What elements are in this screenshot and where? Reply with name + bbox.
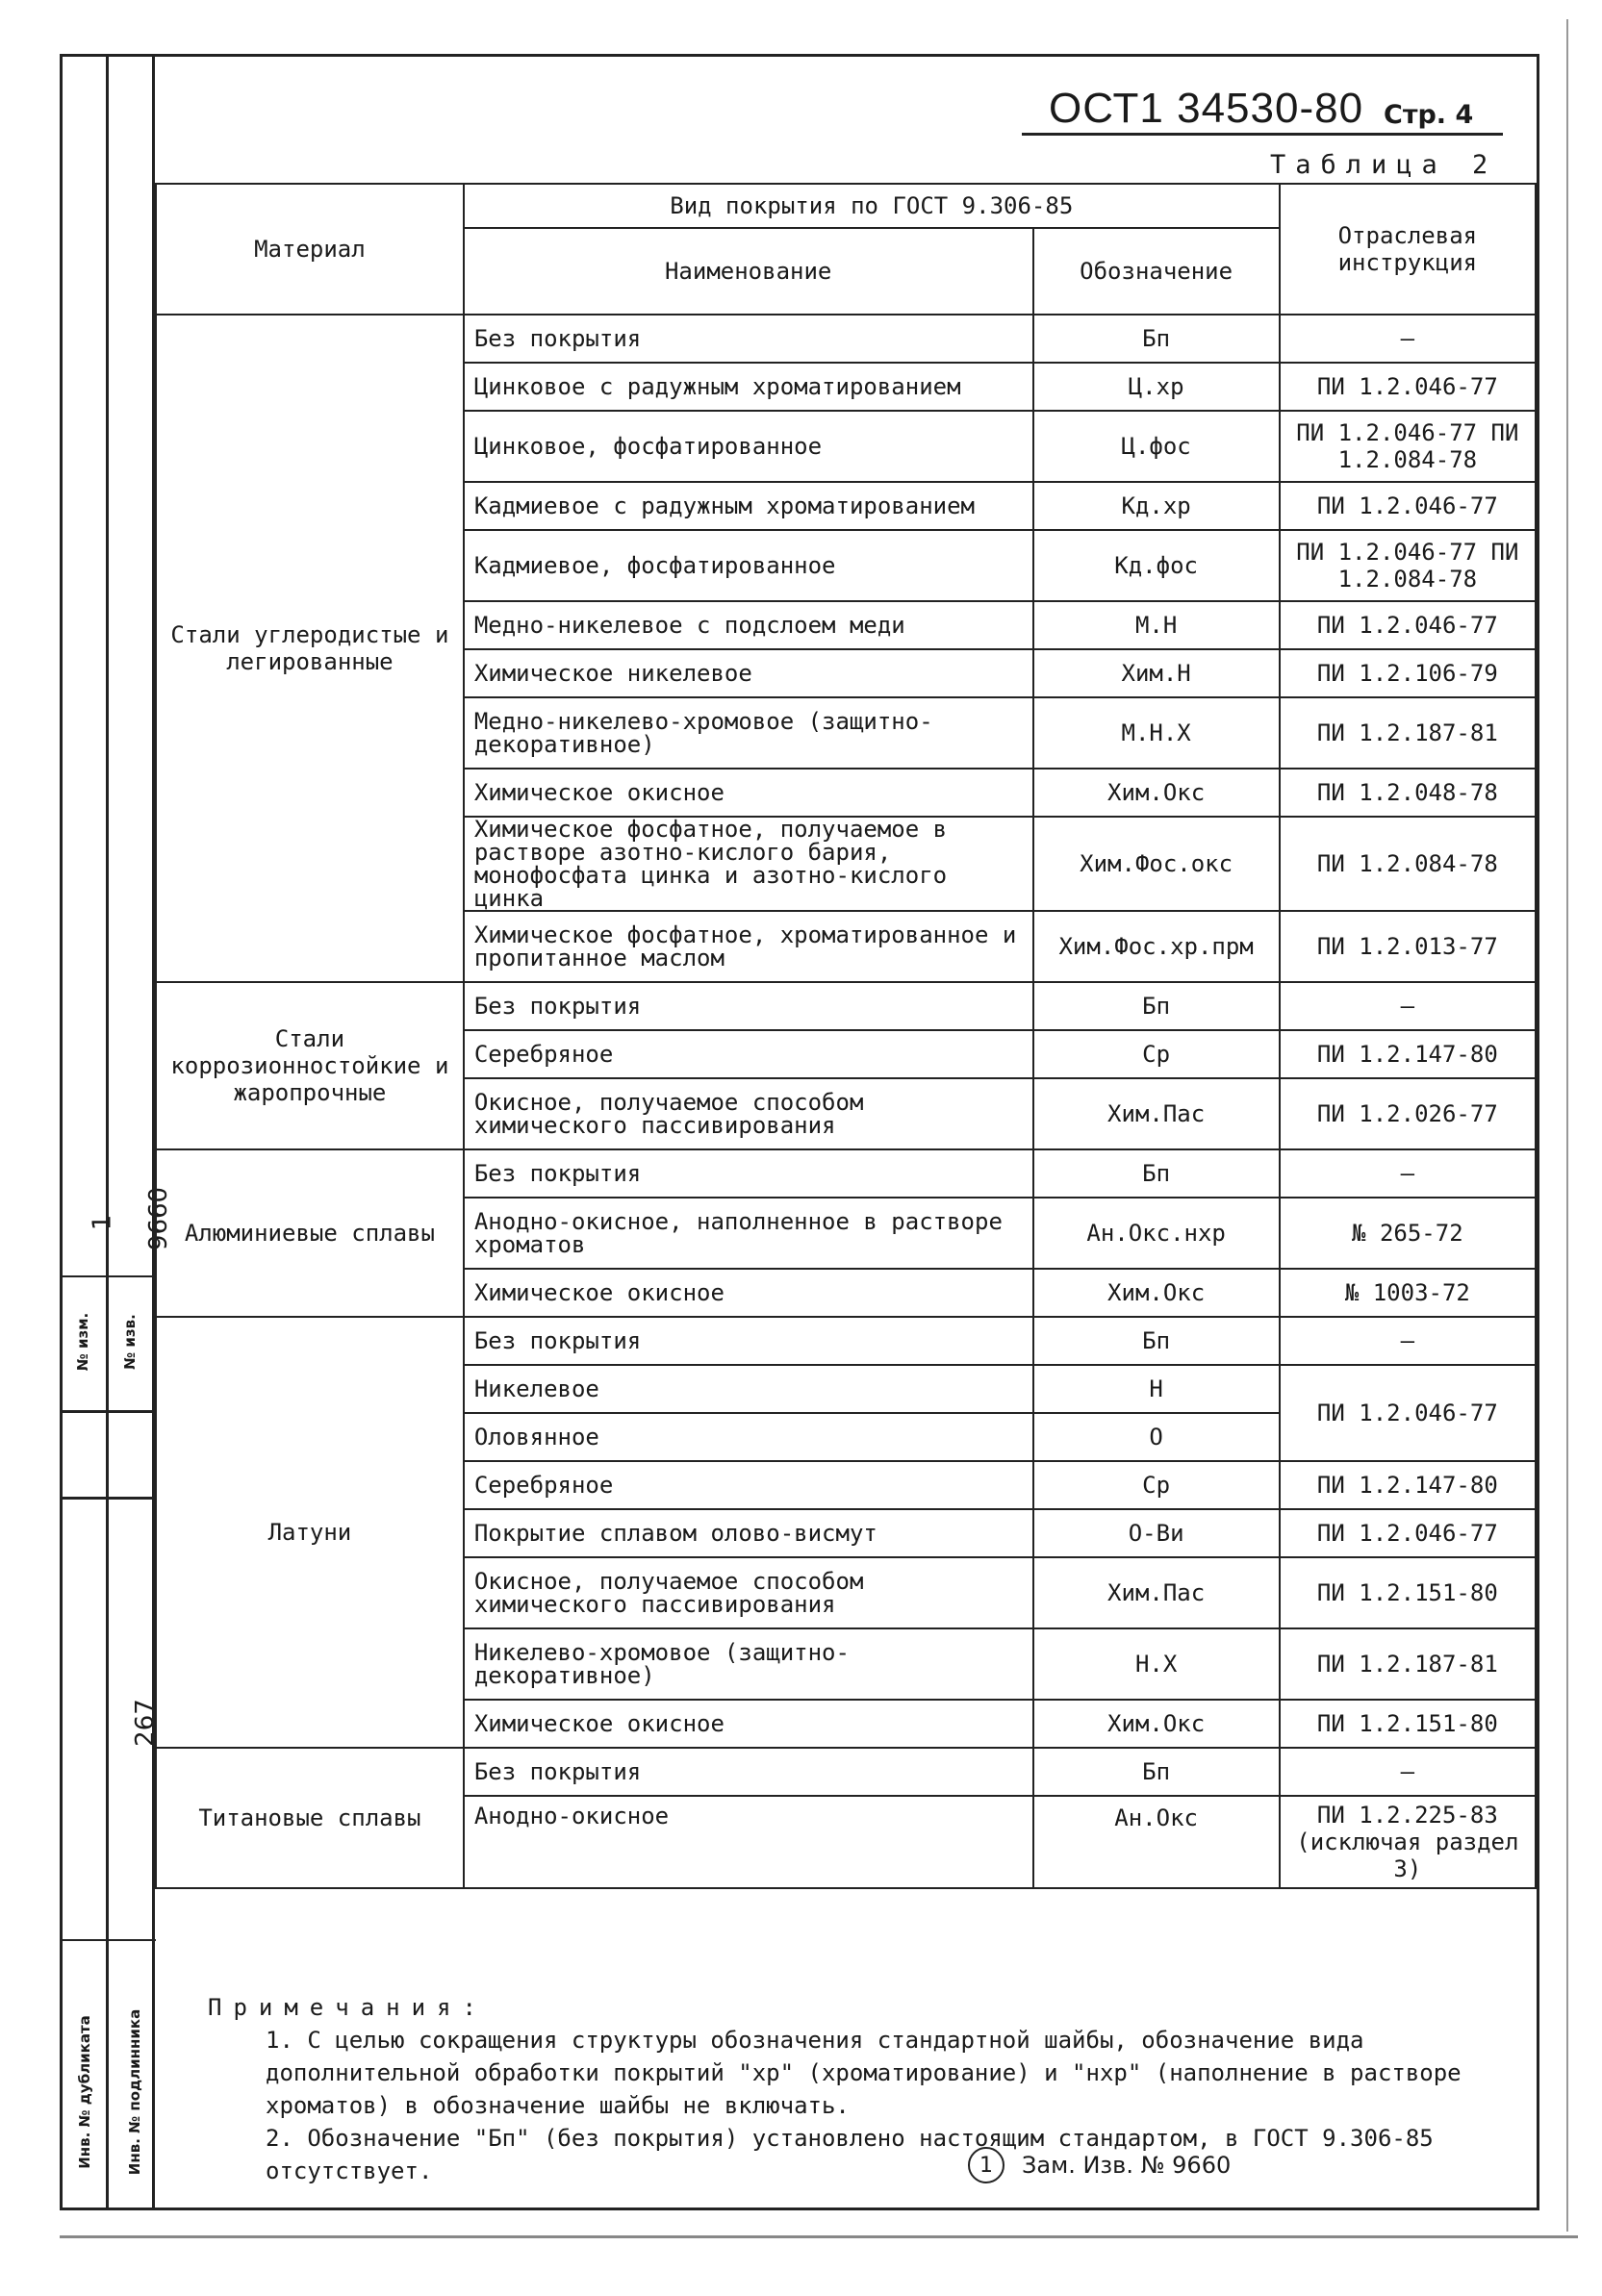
table-row: Медно-никелево-хромовое (защитно-декоративное) М.Н.Х ПИ 1.2.187-81 xyxy=(156,697,1536,769)
notes-block xyxy=(208,1991,1526,2187)
sidebar-label-inv-podl: Инв. № подлинника xyxy=(126,2008,144,2176)
header-instruction: Отраслевая инструкция xyxy=(1280,184,1536,315)
material-aluminum: Алюминиевые сплавы xyxy=(156,1149,464,1317)
change-notice-text: Зам. Изв. № 9660 xyxy=(1022,2152,1232,2179)
table-row: Покрытие сплавом олово-висмут О-Ви ПИ 1.2.046-77 xyxy=(156,1509,1536,1557)
notes-title: Примечания: xyxy=(208,1994,488,2021)
table-row: Цинковое, фосфатированное Ц.фос ПИ 1.2.046-77 ПИ 1.2.084-78 xyxy=(156,411,1536,482)
table-row: Титановые сплавы Без покрытия Бп – xyxy=(156,1748,1536,1796)
table-row: Алюминиевые сплавы Без покрытия Бп – xyxy=(156,1149,1536,1198)
table-row: Химическое окисное Хим.Окс ПИ 1.2.151-80 xyxy=(156,1700,1536,1748)
sidebar-value-9660: 9660 xyxy=(144,1186,174,1251)
table-row: Никелевое Н ПИ 1.2.046-77 xyxy=(156,1365,1536,1413)
header-coating-group: Вид покрытия по ГОСТ 9.306-85 xyxy=(464,184,1280,228)
table-row: Никелево-хромовое (защитно-декоративное) Н.Х ПИ 1.2.187-81 xyxy=(156,1628,1536,1700)
document-code: ОСТ1 34530-80 xyxy=(1049,85,1364,132)
coatings-table xyxy=(155,183,1537,1889)
table-row: Кадмиевое с радужным хроматированием Кд.хр ПИ 1.2.046-77 xyxy=(156,482,1536,530)
table-row: Стали углеродистые и легированные Без покрытия Бп – xyxy=(156,315,1536,363)
table-row: Стали коррозионностойкие и жаропрочные Без покрытия Бп – xyxy=(156,982,1536,1030)
table-row: Анодно-окисное, наполненное в растворе хроматов Ан.Окс.нхр № 265-72 xyxy=(156,1198,1536,1269)
sidebar-value-1: 1 xyxy=(88,1214,117,1231)
table-row: Химическое окисное Хим.Окс ПИ 1.2.048-78 xyxy=(156,769,1536,817)
table-row: Серебряное Ср ПИ 1.2.147-80 xyxy=(156,1461,1536,1509)
table-row: Оловянное О xyxy=(156,1413,1536,1461)
document-code-underline xyxy=(1022,133,1503,136)
table-row: Анодно-окисное Ан.Окс ПИ 1.2.225-83 (исключая раздел 3) xyxy=(156,1796,1536,1888)
material-stainless: Стали коррозионностойкие и жаропрочные xyxy=(156,982,464,1149)
bottom-edge-line xyxy=(60,2235,1578,2238)
table-row: Серебряное Ср ПИ 1.2.147-80 xyxy=(156,1030,1536,1078)
table-row: Химическое никелевое Хим.Н ПИ 1.2.106-79 xyxy=(156,649,1536,697)
table-row: Медно-никелевое с подслоем меди М.Н ПИ 1.2.046-77 xyxy=(156,601,1536,649)
table-row: Окисное, получаемое способом химического пассивирования Хим.Пас ПИ 1.2.151-80 xyxy=(156,1557,1536,1628)
header-material: Материал xyxy=(156,184,464,315)
change-notice xyxy=(968,2147,1231,2183)
table-row: Химическое фосфатное, хроматированное и пропитанное маслом Хим.Фос.хр.прм ПИ 1.2.013-77 xyxy=(156,911,1536,982)
material-titanium: Титановые сплавы xyxy=(156,1748,464,1888)
table-row: Химическое окисное Хим.Окс № 1003-72 xyxy=(156,1269,1536,1317)
header-name: Наименование xyxy=(464,228,1033,315)
sidebar-label-izv: № изв. xyxy=(120,1314,139,1370)
sidebar-label-izm: № изм. xyxy=(74,1312,92,1372)
scan-edge-line xyxy=(1566,19,1568,2232)
header-code: Обозначение xyxy=(1033,228,1280,315)
table-row: Латуни Без покрытия Бп – xyxy=(156,1317,1536,1365)
table-row: Кадмиевое, фосфатированное Кд.фос ПИ 1.2.046-77 ПИ 1.2.084-78 xyxy=(156,530,1536,601)
note-1: 1. С целью сокращения структуры обозначения стандартной шайбы, обозначение вида дополнительной обработки покрытий "хр" (хроматирование) и "нхр" (наполнение в растворе хроматов) в обозначение шайбы не включать. xyxy=(266,2027,1462,2119)
table-row: Цинковое с радужным хроматированием Ц.хр ПИ 1.2.046-77 xyxy=(156,363,1536,411)
sidebar-label-inv-dub: Инв. № дубликата xyxy=(75,2015,93,2169)
page-number: Стр. 4 xyxy=(1384,100,1474,130)
note-2: 2. Обозначение "Бп" (без покрытия) установлено настоящим стандартом, в ГОСТ 9.306-85 отсутствует. xyxy=(266,2125,1434,2184)
table-row: Химическое фосфатное, получаемое в растворе азотно-кислого бария, монофосфата цинка и азотно-кислого цинка Хим.Фос.окс ПИ 1.2.084-78 xyxy=(156,817,1536,911)
material-steel: Стали углеродистые и легированные xyxy=(156,315,464,982)
material-brass: Латуни xyxy=(156,1317,464,1748)
table-row: Окисное, получаемое способом химического пассивирования Хим.Пас ПИ 1.2.026-77 xyxy=(156,1078,1536,1149)
sidebar-value-267: 267 xyxy=(130,1699,160,1747)
registration-sidebar xyxy=(60,54,174,2210)
change-number-circle: 1 xyxy=(968,2147,1004,2183)
table-label: Таблица 2 xyxy=(1270,150,1498,180)
